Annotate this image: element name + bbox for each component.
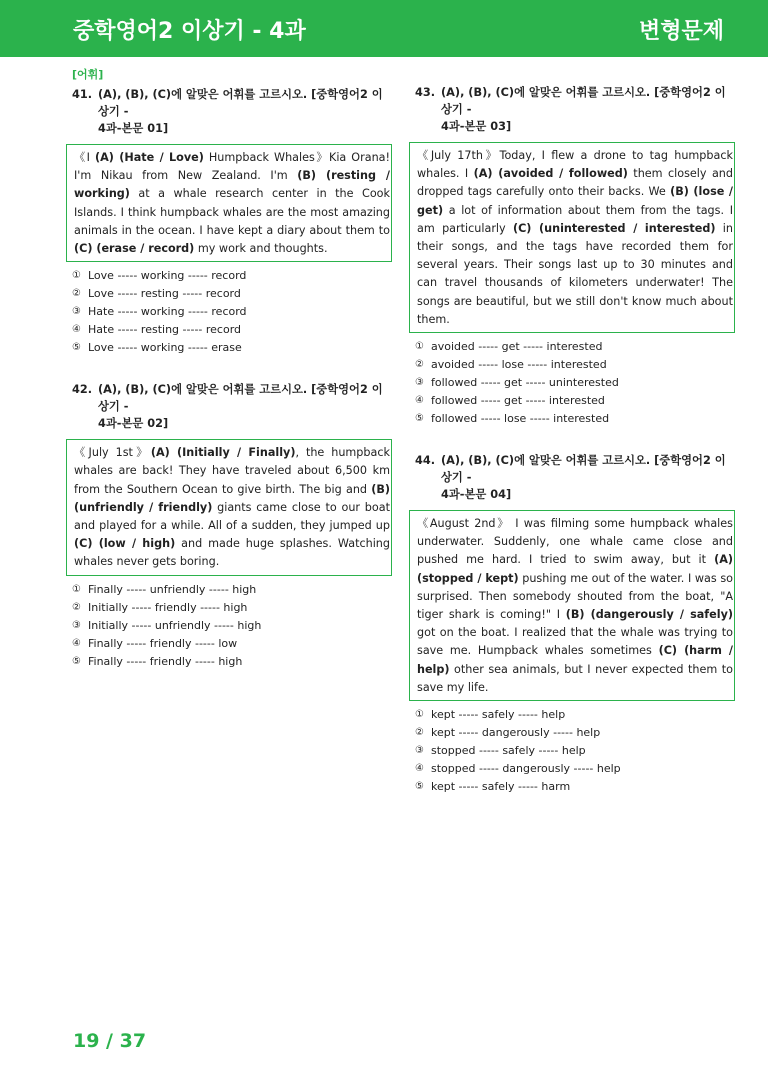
passage-box (409, 142, 735, 333)
answer-options (72, 581, 390, 671)
option-marker: ③ (72, 619, 81, 631)
section-tag: [어휘] (72, 68, 104, 81)
question-number: 41. (72, 88, 93, 101)
option-text: followed ----- lose ----- interested (431, 412, 610, 426)
passage-text: 《July 1st》 (74, 446, 151, 460)
question-source: 4과-본문 04] (441, 488, 512, 502)
question-prompt (72, 381, 390, 432)
option-text: kept ----- safely ----- harm (431, 780, 571, 794)
vocab-choice: (A) (Hate / Love) (95, 151, 204, 164)
option-text: Hate ----- working ----- record (88, 305, 247, 319)
vocab-choice: (A) (Initially / Finally) (150, 446, 296, 460)
answer-option[interactable] (72, 599, 390, 617)
option-marker: ④ (72, 637, 81, 649)
vocab-choice: (B) (resting / working) (74, 169, 390, 201)
option-text: followed ----- get ----- uninterested (431, 376, 619, 390)
option-marker: ④ (72, 324, 81, 336)
option-marker: ⑤ (72, 342, 81, 354)
answer-option[interactable] (72, 617, 390, 635)
vocab-choice: (B) (lose / get) (417, 185, 733, 217)
page-number: 19 / 37 (73, 1030, 147, 1052)
option-marker: ① (415, 709, 424, 721)
passage-text: 《July 17th》Today, I flew a drone to tag humpback whales. I (417, 149, 733, 181)
question-text: (A), (B), (C)에 알맞은 어휘를 고르시오. [중학영어2 이상기 - (98, 88, 383, 118)
answer-option[interactable] (72, 581, 390, 599)
passage-text: my work and thoughts. (194, 242, 328, 256)
passage-text: a lot of information about them from the tags. I am particularly (417, 203, 733, 235)
passage-box (66, 144, 392, 262)
vocab-choice: (B) (dangerously / safely) (565, 608, 733, 622)
question-prompt (415, 452, 733, 503)
header-category: 변형문제 (638, 19, 724, 44)
passage-text: got on the boat. I realized that the whale was trying to save me. Humpback whales sometimes (417, 626, 733, 658)
answer-option[interactable] (415, 338, 733, 356)
option-text: avoided ----- get ----- interested (431, 340, 603, 354)
question-41 (72, 86, 390, 357)
answer-option[interactable] (72, 321, 390, 339)
answer-option[interactable] (72, 267, 390, 285)
answer-options (72, 267, 390, 357)
answer-option[interactable] (415, 706, 733, 724)
passage-text: and made huge splashes. Watching whales never gets boring. (74, 537, 390, 569)
passage-text: other sea animals, but I never expected them to save my life. (417, 662, 733, 694)
question-prompt (415, 84, 733, 135)
option-marker: ⑤ (415, 781, 424, 793)
right-column (415, 84, 733, 796)
question-text: (A), (B), (C)에 알맞은 어휘를 고르시오. [중학영어2 이상기 - (441, 454, 726, 485)
option-marker: ② (72, 288, 81, 300)
question-source: 4과-본문 02] (98, 417, 169, 431)
vocab-choice: (B) (unfriendly / friendly) (74, 482, 390, 514)
question-prompt (72, 86, 390, 137)
option-text: stopped ----- dangerously ----- help (431, 762, 621, 776)
option-marker: ② (415, 359, 424, 371)
option-marker: ③ (72, 306, 81, 318)
answer-option[interactable] (72, 635, 390, 653)
option-text: stopped ----- safely ----- help (431, 744, 586, 758)
passage-text: at a whale research center in the Cook Islands. I think humpback whales are the most amazing animals in the ocean. I have kept a diary about them to (74, 187, 390, 237)
question-44 (415, 452, 733, 796)
option-text: Love ----- working ----- record (88, 269, 247, 283)
answer-option[interactable] (415, 742, 733, 760)
option-marker: ⑤ (72, 655, 81, 667)
question-43 (415, 84, 733, 428)
passage-box (66, 439, 392, 575)
option-marker: ③ (415, 745, 424, 757)
answer-options (415, 706, 733, 796)
option-text: Initially ----- friendly ----- high (88, 600, 248, 614)
option-text: Finally ----- friendly ----- high (88, 654, 243, 668)
passage-text: pushing me out of the water. I was so surprised. Then somebody shouted from the boat, "A tiger shark is coming!" I (417, 571, 733, 622)
option-marker: ④ (415, 763, 424, 775)
option-marker: ③ (415, 377, 424, 389)
option-marker: ② (72, 601, 81, 613)
answer-option[interactable] (415, 374, 733, 392)
option-text: Love ----- working ----- erase (88, 341, 242, 355)
question-number: 43. (415, 86, 436, 99)
passage-box (409, 510, 735, 701)
answer-option[interactable] (415, 392, 733, 410)
answer-option[interactable] (72, 653, 390, 671)
passage-text: Humpback Whales》Kia Orana! I'm Nikau from New Zealand. I'm (74, 151, 390, 183)
question-text: (A), (B), (C)에 알맞은 어휘를 고르시오. [중학영어2 이상기 - (98, 383, 383, 414)
question-source: 4과-본문 03] (441, 120, 512, 133)
answer-option[interactable] (415, 356, 733, 374)
question-number: 44. (415, 454, 436, 468)
question-source: 4과-본문 01] (98, 122, 169, 135)
answer-option[interactable] (72, 339, 390, 357)
option-marker: ① (415, 341, 424, 353)
vocab-choice: (A) (stopped / kept) (417, 553, 733, 585)
option-marker: ① (72, 270, 81, 282)
vocab-choice: (C) (low / high) (74, 537, 176, 551)
option-marker: ① (72, 583, 81, 595)
header-title: 중학영어2 이상기 - 4과 (73, 19, 306, 44)
option-text: Finally ----- unfriendly ----- high (88, 582, 257, 596)
vocab-choice: (A) (avoided / followed) (473, 167, 628, 181)
answer-options (415, 338, 733, 428)
vocab-choice: (C) (harm / help) (417, 644, 733, 676)
option-text: kept ----- safely ----- help (431, 708, 566, 722)
option-text: kept ----- dangerously ----- help (431, 726, 601, 740)
answer-option[interactable] (415, 410, 733, 428)
passage-text: 《August 2nd》 I was filming some humpback whales underwater. Suddenly, one whale came close and pushed me hard. I tried to swim away, but it (417, 517, 733, 567)
question-number: 42. (72, 383, 93, 397)
passage-text: , the humpback whales are back! They have traveled about 6,500 km from the Southern Ocean to give birth. The big and (74, 446, 391, 496)
option-text: Finally ----- friendly ----- low (88, 636, 238, 650)
option-text: Hate ----- resting ----- record (88, 323, 242, 337)
vocab-choice: (C) (erase / record) (74, 242, 195, 256)
option-marker: ⑤ (415, 413, 424, 425)
answer-option[interactable] (415, 760, 733, 778)
left-column (72, 66, 390, 671)
passage-text: giants came close to our boat and played for a while. All of a sudden, they jumped up (74, 500, 390, 533)
answer-option[interactable] (415, 778, 733, 796)
passage-text: them closely and dropped tags carefully onto their backs. We (417, 167, 733, 199)
page-header (0, 0, 768, 57)
passage-text: in their songs, and the tags have recorded them for several years. Their songs last up to 30 minutes and can travel thousands of kilometers underwater! The songs are beautiful, but we still don't know much about them. (417, 221, 733, 326)
option-text: Initially ----- unfriendly ----- high (88, 618, 262, 632)
passage-text: 《I (74, 151, 95, 164)
question-42 (72, 381, 390, 670)
answer-option[interactable] (72, 285, 390, 303)
option-marker: ② (415, 727, 424, 739)
option-text: followed ----- get ----- interested (431, 394, 605, 408)
question-text: (A), (B), (C)에 알맞은 어휘를 고르시오. [중학영어2 이상기 - (441, 86, 726, 116)
option-text: avoided ----- lose ----- interested (431, 358, 607, 372)
option-text: Love ----- resting ----- record (88, 287, 241, 301)
answer-option[interactable] (415, 724, 733, 742)
vocab-choice: (C) (uninterested / interested) (512, 221, 716, 235)
option-marker: ④ (415, 395, 424, 407)
answer-option[interactable] (72, 303, 390, 321)
